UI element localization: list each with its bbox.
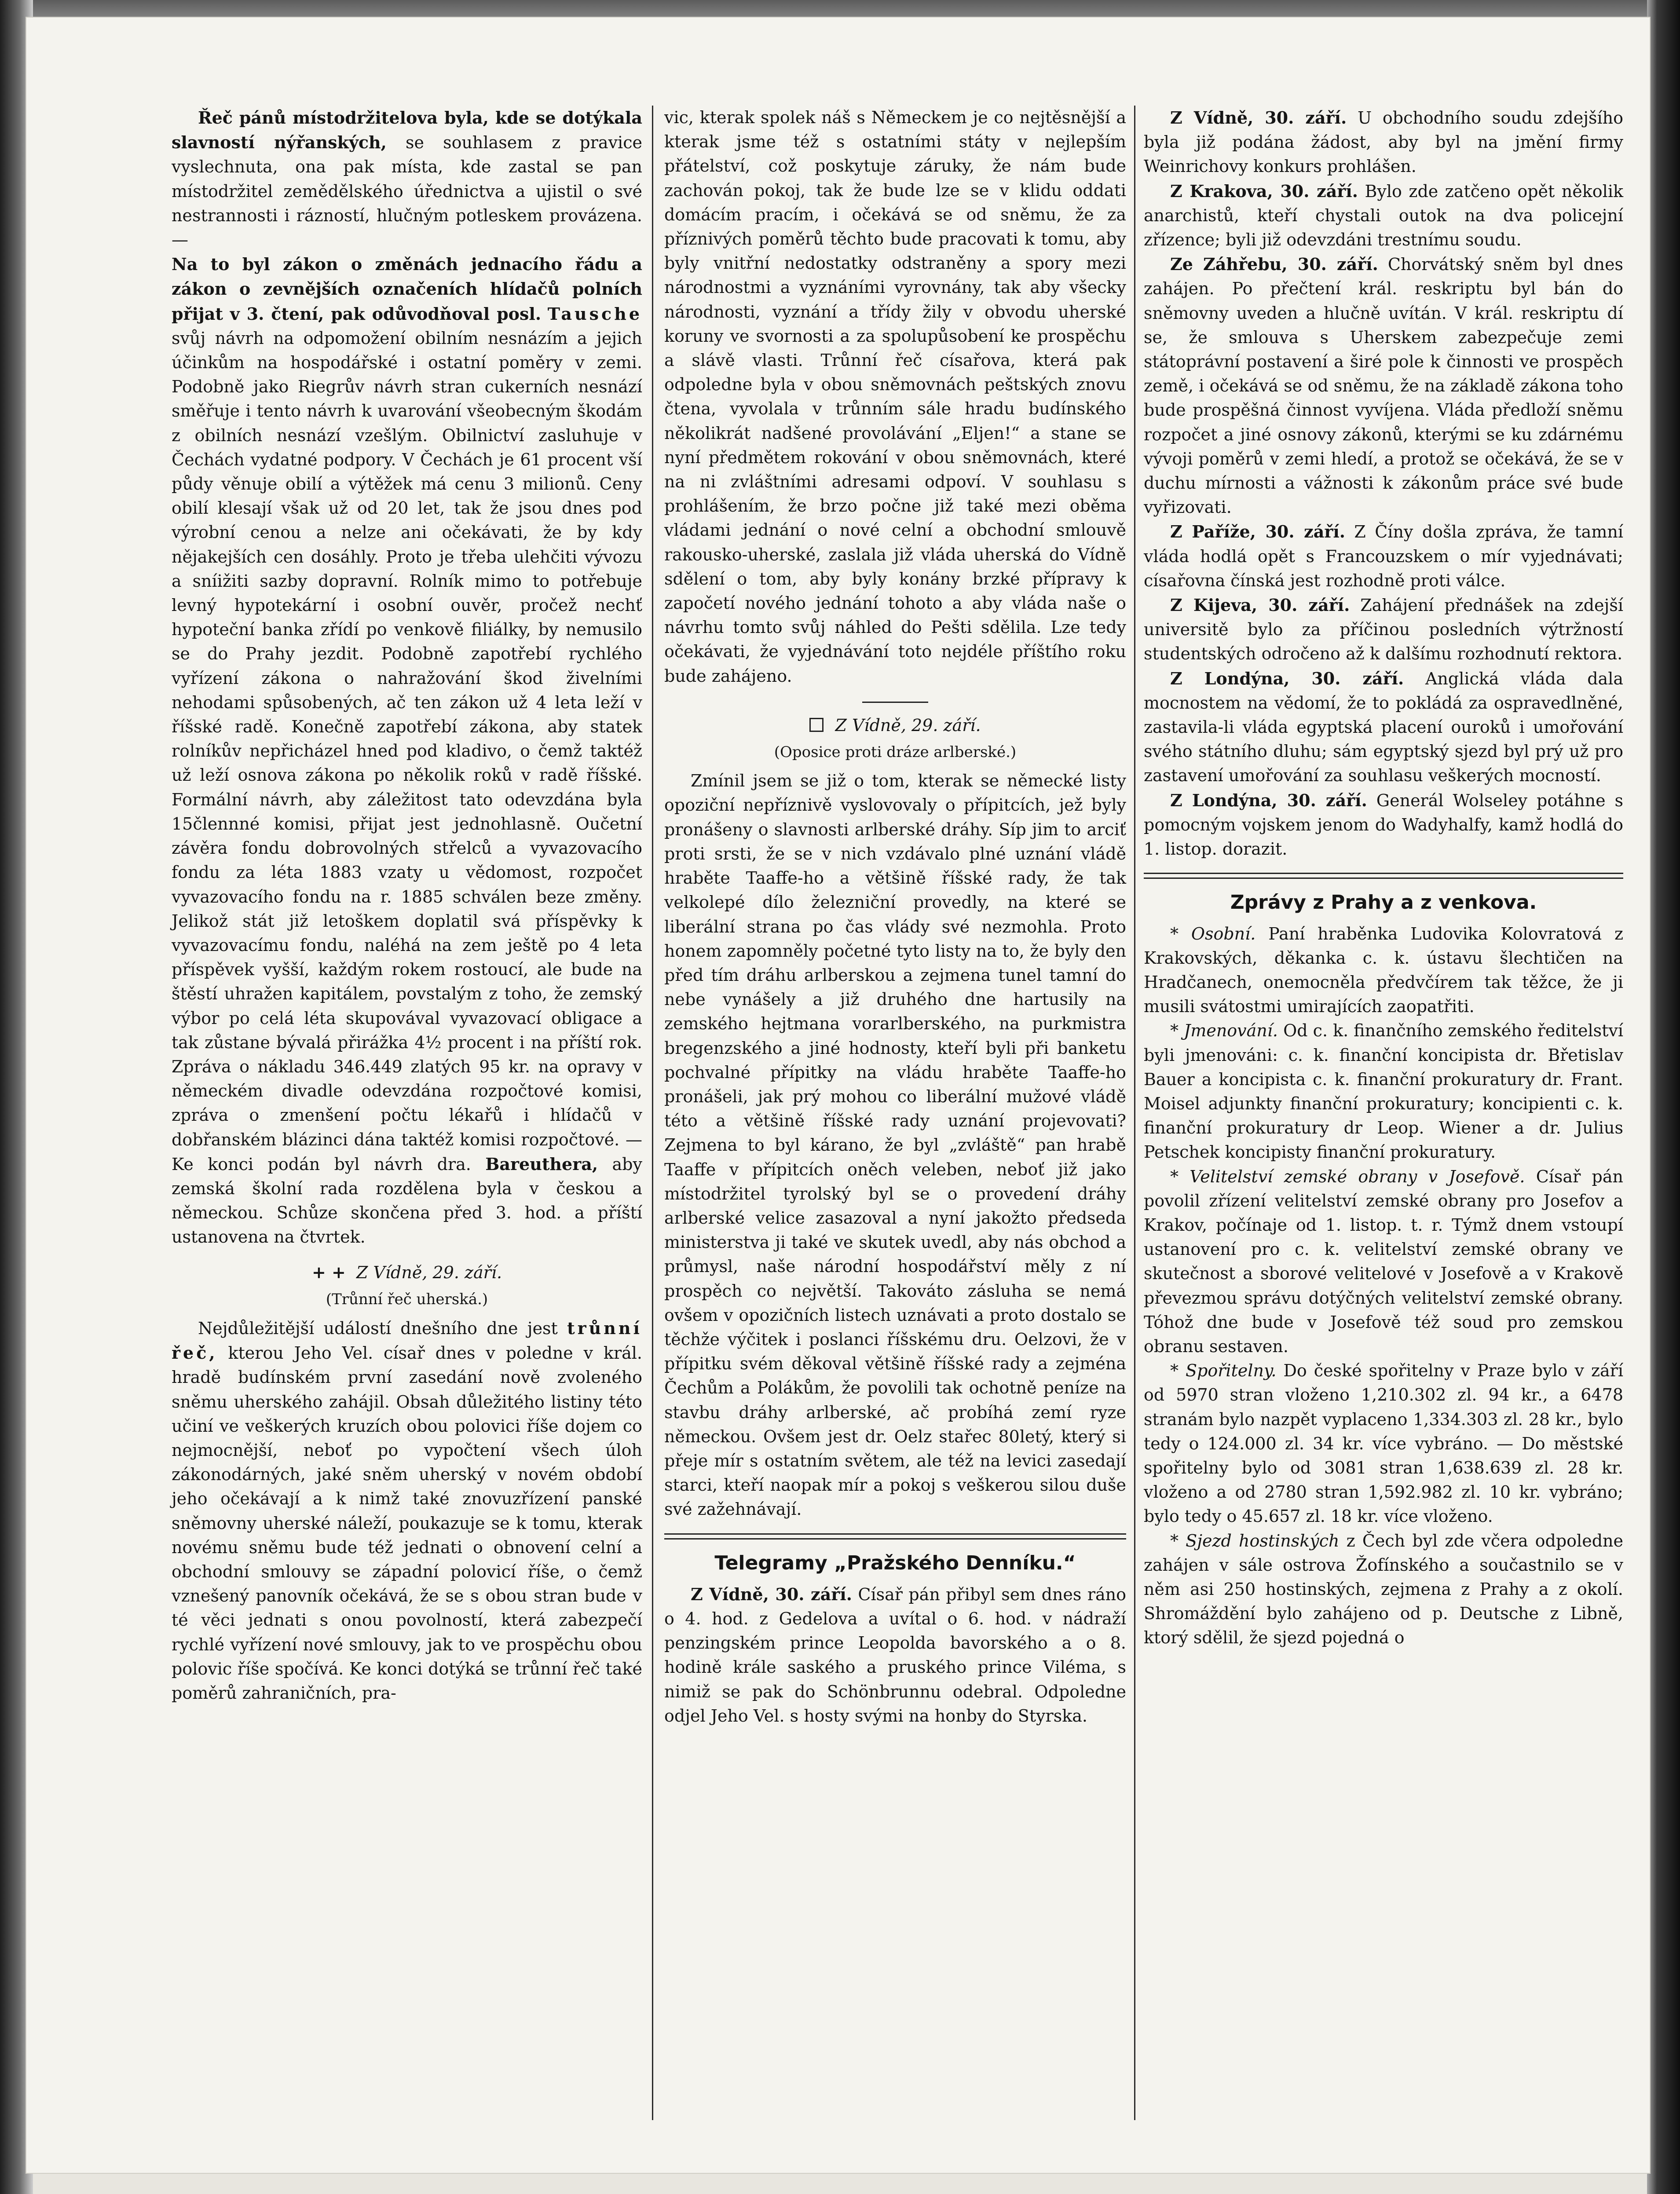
news-item — [1144, 922, 1623, 1019]
dateline — [664, 713, 1126, 738]
news-label: * Spořitelny. — [1170, 1361, 1277, 1381]
person-name: Bareuthera, — [485, 1154, 598, 1174]
paragraph-text: Z Číny došla zpráva, že tamní vláda hodlá opět s Francouzskem o mír vyjednávati; císařovna čínská jest rozhodně proti válce. — [1144, 522, 1623, 590]
telegram-item — [1144, 106, 1623, 179]
paragraph — [172, 1316, 642, 1705]
news-item — [1144, 1529, 1623, 1650]
telegram-item — [1144, 666, 1623, 788]
paragraph-text: aby zemská školní rada rozdělena byla v českou a německou. Schůze skončena před 3. hod. a příští ustanovena na čtvrtek. — [172, 1154, 642, 1247]
paragraph-text: kterou Jeho Vel. císař dnes v poledne v král. hradě budínském první zasedání nově zvoleného sněmu uherského zahájil. Obsah důležitého listiny této učiní ve veškerých kruzích obou polovici říše dojem co nejmocnější, neboť po vypočtení všech úloh zákonodárných, jaké sněm uherský v novém období jeho očekávají a k nimž také znovuzřízení panské sněmovny uherské náleží, poukazuje se k tomu, kterak novému sněmu bude též jednati o obnovení celní a obchodní smlouvy se západní polovicí říše, o čemž vznešený panovník očekává, že se s obou stran bude v té věci jednati s onou povolností, která zabezpečí rychlé vyřízení nové smlouvy, jak to ve prospěchu obou polovic říše spočívá. Ke konci dotýká se trůnní řeč také poměrů zahraničních, pra- — [172, 1343, 642, 1703]
keyword: trůnní řeč, — [172, 1318, 642, 1363]
news-label: * Sjezd hostinských — [1170, 1531, 1340, 1550]
paragraph-text: U obchodního soudu zdejšího byla již podána žádost, aby byl na jmění firmy Weinrichovy konkurs prohlášen. — [1144, 108, 1623, 176]
separator — [862, 702, 928, 703]
column-1 — [172, 106, 642, 1705]
paragraph-text: Zahájení přednášek na zdejší universitě bylo za příčinou posledních výtržností studentských odročeno až k dalšímu rozhodnutí rektora. — [1144, 596, 1623, 664]
paragraph — [172, 252, 642, 1249]
paragraph-text: Nejdůležitější událostí dnešního dne jest — [198, 1318, 558, 1338]
telegram-lead: Z Londýna, 30. září. — [1170, 668, 1404, 688]
news-item — [1144, 1019, 1623, 1164]
person-name: Tausche — [547, 304, 642, 324]
dateline-text: Z Vídně, 29. září. — [835, 715, 981, 735]
paragraph: vic, kterak spolek náš s Německem je co nejtěsnější a kterak jsme též s ostatními státy v nejlepším přátelství, což poskytuje záruky, že nám bude zachován pokoj, tak že bude lze se v klidu oddati domácím pracím, i očekává se od sněmu, že za příznivých poměrů těchto bude pracovati k tomu, aby byly vnitřní nedostatky odstraněny a spory mezi národnostmi a vyznáními vyrovnány, tak aby všecky národnosti, vyznání a třídy žily v obvodu uherské koruny ve svornosti a za spolupůsobení ke prospěchu a slávě vlasti. Trůnní řeč císařova, která pak odpoledne byla v obou sněmovnách peštských znovu čtena, vyvolala v trůnním sále hradu budínského několikrát nadšené provolávání „Eljen!“ a stane se nyní předmětem rokování v obou sněmovnách, které na ni zvláštními adresami odpoví. V souhlasu s prohlášením, že brzo počne již také mezi oběma vládami jednání o nové celní a obchodní smlouvě rakousko-uherské, zaslala již vláda uherská do Vídně sdělení o tom, aby byly konány brzké přípravy k započetí nového jednání tohoto a aby vláda naše o návrhu tomto svůj náhled do Pešti sdělila. Lze tedy očekávati, že vyjednávání toto nejdéle příštího roku bude zahájeno. — [664, 108, 1126, 686]
paragraph-text: Císař pán přibyl sem dnes ráno o 4. hod. z Gedelova a uvítal o 6. hod. v nádraží penzingském prince Leopolda bavorského a o 8. hodině krále saského a pruského prince Viléma, s nimiž se pak do Schönbrunnu odebral. Odpoledne odjel Jeho Vel. s hosty svými na honby do Styrska. — [664, 1584, 1126, 1726]
paragraph-text: Do české spořitelny v Praze bylo v září od 5970 stran vloženo 1,210.302 zl. 94 kr., a 6478 stranám bylo nazpět vyplaceno 1,334.303 zl. 28 kr., bylo tedy o 124.000 zl. 34 kr. více vybráno. — Do městské spořitelny bylo od 3081 stran 1,638.639 zl. 28 kr. vloženo a od 2780 stran 1,592.982 zl. 10 kr. vybráno; bylo tedy o 45.657 zl. 18 kr. více vloženo. — [1144, 1361, 1623, 1526]
paragraph-lead: Řeč pánů místodržitelova byla, kde se dotýkala slavností nýřanských, — [172, 108, 642, 153]
square-mark-icon — [809, 718, 824, 732]
paragraph-text: Paní hraběnka Ludovika Kolovratová z Krakovských, děkanka c. k. ústavu šlechtičen na Hradčanech, onemocněla předvčírem tak těžce, že ji musili svátostmi umirajících zaopatřiti. — [1144, 924, 1623, 1017]
telegram-item — [1144, 788, 1623, 862]
section-title: Zprávy z Prahy a z venkova. — [1230, 891, 1537, 914]
news-label: * Jmenování. — [1170, 1021, 1278, 1041]
column-rule — [652, 106, 653, 2120]
article-subhead: (Oposice proti dráze arlberské.) — [774, 743, 1017, 761]
paragraph-text: Bylo zde zatčeno opět několik anarchistů, kteří chystali outok na dva policejní zřízence; byli již odevzdáni trestnímu soudu. — [1144, 181, 1623, 250]
telegram-item — [1144, 519, 1623, 593]
paragraph-text: se souhlasem z pravice vyslechnuta, ona pak místa, kde zastal se pan místodržitel zemědělského úřednictva a ujistil o své nestrannosti i rázností, hlučným potleskem provázena. — — [172, 133, 642, 250]
paragraph-text: Chorvátský sněm byl dnes zahájen. Po přečtení král. reskriptu byl bán do sněmovny uveden a hlučně uvítán. V král. reskriptu dí se, že smlouva s Uherskem zabezpečuje zemi státoprávní postavení a širé pole k činnosti ve prospěch země, i očekává se od sněmu, že na základě zákona toho bude prospěšná činnost vyvíjena. Vláda předloží sněmu rozpočet a jiné osnovy zákonů, kterými se ku zdárnému vývoji poměrů v zemi hledí, a protož se očekává, že se v duchu mírnosti a vážnosti k zákonům práce své bude vyřizovati. — [1144, 255, 1623, 517]
telegram-lead: Z Paříže, 30. září. — [1170, 522, 1346, 542]
telegram-lead: Z Vídně, 30. září. — [1170, 108, 1347, 128]
dateline-text: Z Vídně, 29. září. — [356, 1262, 502, 1282]
cross-mark-icon: + + — [311, 1262, 346, 1282]
news-item — [1144, 1165, 1623, 1359]
paragraph-text: Od c. k. finančního zemského ředitelství byli jmenováni: c. k. finanční koncipista dr. Břetislav Bauer a koncipista c. k. finanční prokuratury dr. Frant. Moisel adjunkty finanční prokuratury; koncipienti c. k. finanční prokuratury dr Leop. Wiener a dr. Julius Petschek koncipisty finanční prokuratury. — [1144, 1021, 1624, 1162]
section-title: Telegramy „Pražského Denníku.“ — [714, 1551, 1076, 1574]
section-rule — [664, 1533, 1126, 1539]
telegram-lead: Z Krakova, 30. září. — [1170, 181, 1358, 201]
news-label: * Velitelství zemské obrany v Josefově. — [1170, 1166, 1525, 1186]
paragraph — [172, 106, 642, 252]
article-subhead: (Trůnní řeč uherská.) — [326, 1290, 488, 1308]
column-3 — [1144, 106, 1623, 1650]
news-label: * Osobní. — [1170, 924, 1256, 943]
scan-edge-right — [1647, 0, 1680, 2194]
paragraph-text: Císař pán povolil zřízení velitelství zemské obrany pro Josefov a Krakov, počínaje od 1. listop. t. r. Týmž dnem vstoupí ustanovení pro c. k. velitelství zemské obrany ve skutečnost a sborové velitelové v Josefově a v Krakově převezmou správu dotýčných velitelství zemské obrany. Tóhož dne bude v Josefově též soud pro zemskou obranu sestaven. — [1144, 1166, 1623, 1356]
section-rule — [1144, 873, 1623, 879]
column-rule — [1134, 106, 1135, 2120]
telegram-lead: Ze Záhřebu, 30. září. — [1170, 254, 1378, 274]
paragraph — [664, 1582, 1126, 1728]
telegram-item — [1144, 179, 1623, 252]
paragraph-text: Anglická vláda dala mocnostem na vědomí, že to pokládá za ospravedlněné, zastavila-li vláda egyptská placení ouroků i umořování svého státního dluhu; sám egyptský sjezd byl prý už pro zastavení umořování za souhlasu veškerých mocností. — [1144, 669, 1623, 786]
dateline — [172, 1260, 642, 1285]
column-2 — [664, 106, 1126, 1728]
telegram-item — [1144, 593, 1623, 666]
telegram-lead: Z Kijeva, 30. září. — [1170, 595, 1350, 615]
paragraph-text: Generál Wolseley potáhne s pomocným vojskem jenom do Wadyhalfy, kamž hodlá do 1. listop. dorazit. — [1144, 790, 1623, 859]
paragraph-text: svůj návrh na odpomožení obilním nesnázím a jejich účinkům na hospodářské i ostatní poměry v zemi. Podobně jako Riegrův návrh stran cukerních nesnází směřuje i tento návrh k uvarování všeobecným škodám z obilních nesnází vzešlým. Obilnictví zasluhuje v Čechách vydatné podpory. V Čechách je 61 procent vší půdy věnuje obilí a výtěžek má cenu 3 milionů. Ceny obilí klesají však už od 20 let, tak že jsou dnes pod výrobní cenou a nelze ani očekávati, že by kdy nějakejších cen dosáhly. Proto je třeba ulehčiti vývozu a sníižiti sazby dopravní. Rolník mimo to potřebuje levný hypotekární i osobní ouvěr, pročež nechť hypoteční banka zřídí po venkově filiálky, by nemusilo se do Prahy jezdit. Podobně zapotřebí rychlého vyřízení zákona o nahražování škod živelními nehodami spůsobených, ač ten zákon už 4 leta leží v říšské radě. Konečně zapotřebí zákona, aby statek rolníkův nepřicházel hned pod kladivo, o čemž taktéž už leží osnova zákona po několik roků v radě říšské. Formální návrh, aby záležitost tato odevzdána byla 15člennné komisi, přijat jest jednohlasně. Oučetní závěra fondu dobrovolných střelců a vyvazovacího fondu za léta 1883 vzaty u vědomost, rozpočet vyvazovacího fondu na r. 1885 schválen beze změny. Jelikož stát již letoškem doplatil svá příspěvky k vyvazovacímu fondu, naléhá na zem ještě po 4 leta příspěvek vyšší, každým rokem rostoucí, ale bude na štěstí uhražen kapitálem, povstalým z toho, že zemský výbor po celá léta skupovával vyvazovací obligace a tak zůstane bývalá přirážka 4½ procent i na příští rok. Zpráva o nákladu 346.449 zlatých 95 kr. na opravy v německém divadle odevzdána rozpočtové komisi, zpráva o zmenšení počtu lékařů i hlídačů v dobřanském blázinci dána taktéž komisi rozpočtové. — Ke konci podán byl návrh dra. — [172, 328, 642, 1174]
paragraph-text: z Čech byl zde včera odpoledne zahájen v sále ostrova Žofínského a součastnilo se v něm asi 250 hostinských, zejmena z Prahy a z okolí. Shromáždění bylo zahájeno od p. Deutsche z Libně, ktorý sdělil, že sjezd pojedná o — [1144, 1531, 1623, 1648]
paragraph: Zmínil jsem se již o tom, kterak se německé listy opoziční nepříznivě vyslovovaly o přípitcích, jež byly pronášeny o slavnosti arlberské dráhy. Síp jim to arciť proti srsti, že se v nich vzdávalo plné uznání vládě hraběte Taaffe-ho a většině říšské rady, že tak velkolepé dílo železniční provedly, na které se liberální strana po čas vlády své nezmohla. Proto honem zapomněly početné tyto listy na to, že byly den před tím dráhu arlberskou a zejmena tunel tamní do nebe vynášely a již druhého dne hartusily na zemského hejtmana vorarlberského, na purkmistra bregenzského a jiné hodnosty, kteří byli při banketu pochvalné přípitky na vládu hraběte Taaffe-ho pronášeli, jak prý mohou co liberální mužové vládě této a většině říšské rady uznání projevovati? Zejmena to byl kárano, že byl „zvláště“ pan hrabě Taaffe v přípitcích oněch veleben, neboť již jako místodržitel tyrolský byl se o provedení dráhy arlberské velice zasazoval a nyní jakožto předseda ministerstva ji také ve skutek uvedl, aby nás obchod a průmysl, naše národní hospodářství měly z ní prospěch co největší. Takováto zásluha se nemá ovšem v opozičních listech uznávati a proto dostalo se těchže výčitek i poslanci říšskému dru. Oelzovi, že v přípitku svém děkoval většině říšské rady a zejména Čechům a Polákům, že povolili tak ochotně peníze na stavbu dráhy arlberské, ač probíhá zemí ryze německou. Ovšem jest dr. Oelz stařec 80letý, který si přeje mír s ostatním světem, ale též na levici zasedají starci, kteří naopak mír a pokoj s veškerou silou duše své zažehnávají. — [664, 771, 1126, 1519]
telegram-item — [1144, 252, 1623, 519]
telegram-lead: Z Vídně, 30. září. — [691, 1584, 852, 1604]
telegram-lead: Z Londýna, 30. září. — [1170, 790, 1367, 810]
paragraph-lead: Na to byl zákon o změnách jednacího řádu a zákon o zevnějších označeních hlídačů polních přijat v 3. čtení, pak odůvodňoval posl. — [172, 254, 642, 324]
news-item — [1144, 1359, 1623, 1528]
